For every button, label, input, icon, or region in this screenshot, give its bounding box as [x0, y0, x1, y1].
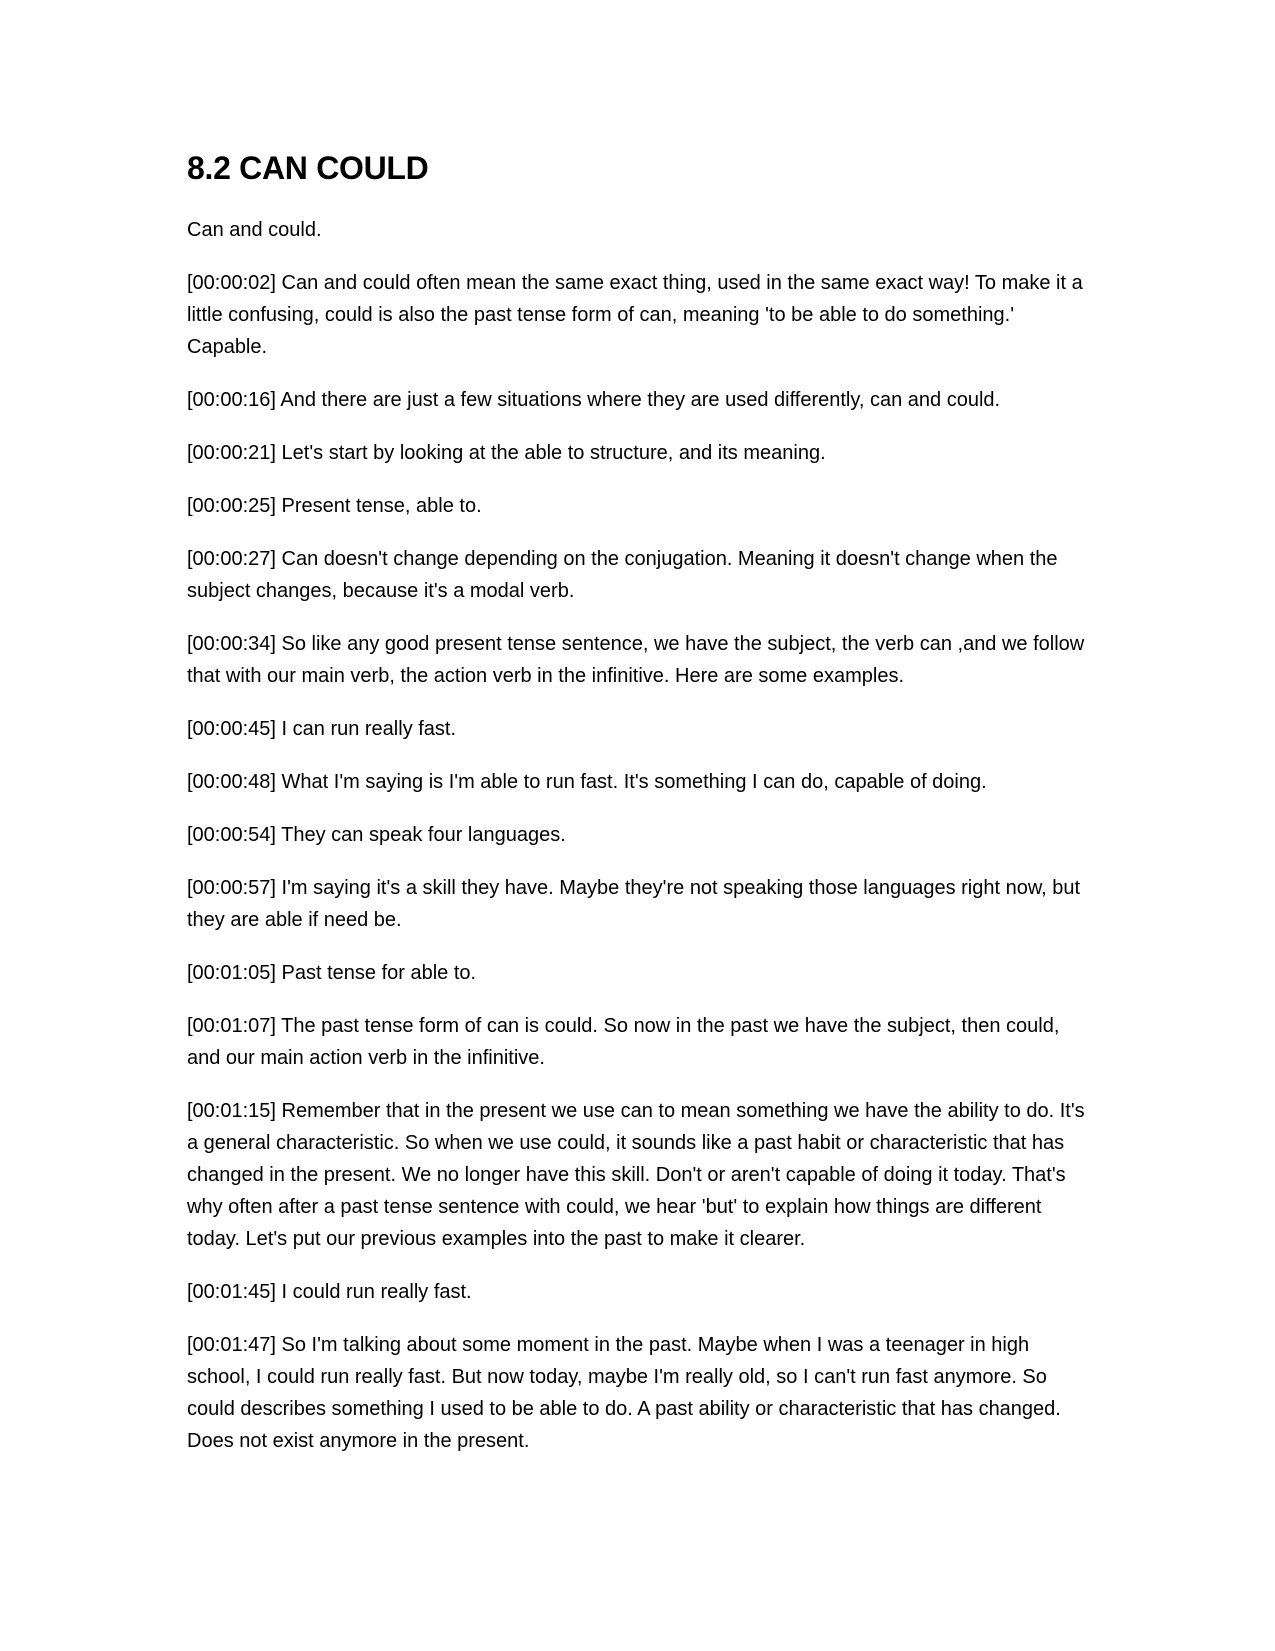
paragraph: [00:00:48] What I'm saying is I'm able to run fast. It's something I can do, capable of doing.: [187, 771, 987, 793]
document-page: [187, 148, 1087, 1478]
paragraph: [00:00:57] I'm saying it's a skill they have. Maybe they're not speaking those languages right now, but they are able if need be.: [187, 877, 1081, 931]
paragraph: [00:01:05] Past tense for able to.: [187, 962, 477, 984]
paragraph: Can and could.: [187, 219, 322, 241]
paragraph: [00:00:27] Can doesn't change depending on the conjugation. Meaning it doesn't change when the subject changes, because it's a modal verb.: [187, 548, 1058, 602]
paragraph: [00:00:54] They can speak four languages.: [187, 824, 566, 846]
paragraph: [00:01:07] The past tense form of can is could. So now in the past we have the subject, then could, and our main action verb in the infinitive.: [187, 1015, 1060, 1069]
paragraph: [00:01:45] I could run really fast.: [187, 1281, 472, 1303]
document-title: 8.2 CAN COULD: [187, 150, 429, 186]
paragraph: [00:00:45] I can run really fast.: [187, 718, 457, 740]
paragraph: [00:00:34] So like any good present tense sentence, we have the subject, the verb can ,and we follow that with our main verb, the action verb in the infinitive. Here are some examples.: [187, 633, 1085, 687]
paragraph: [00:00:25] Present tense, able to.: [187, 495, 482, 517]
paragraph: [00:00:02] Can and could often mean the same exact thing, used in the same exact way! To make it a little confusing, could is also the past tense form of can, meaning 'to be able to do something.' Capable.: [187, 272, 1083, 358]
paragraph: [00:00:21] Let's start by looking at the able to structure, and its meaning.: [187, 442, 826, 464]
paragraph: [00:00:16] And there are just a few situations where they are used differently, can and could.: [187, 389, 1001, 411]
paragraph: [00:01:15] Remember that in the present we use can to mean something we have the ability to do. It's a general characteristic. So when we use could, it sounds like a past habit or characteristic that has changed in the present. We no longer have this skill. Don't or aren't capable of doing it today. That's why often after a past tense sentence with could, we hear 'but' to explain how things are different today. Let's put our previous examples into the past to make it clearer.: [187, 1100, 1085, 1250]
paragraph: [00:01:47] So I'm talking about some moment in the past. Maybe when I was a teenager in high school, I could run really fast. But now today, maybe I'm really old, so I can't run fast anymore. So could describes something I used to be able to do. A past ability or characteristic that has changed. Does not exist anymore in the present.: [187, 1334, 1061, 1452]
